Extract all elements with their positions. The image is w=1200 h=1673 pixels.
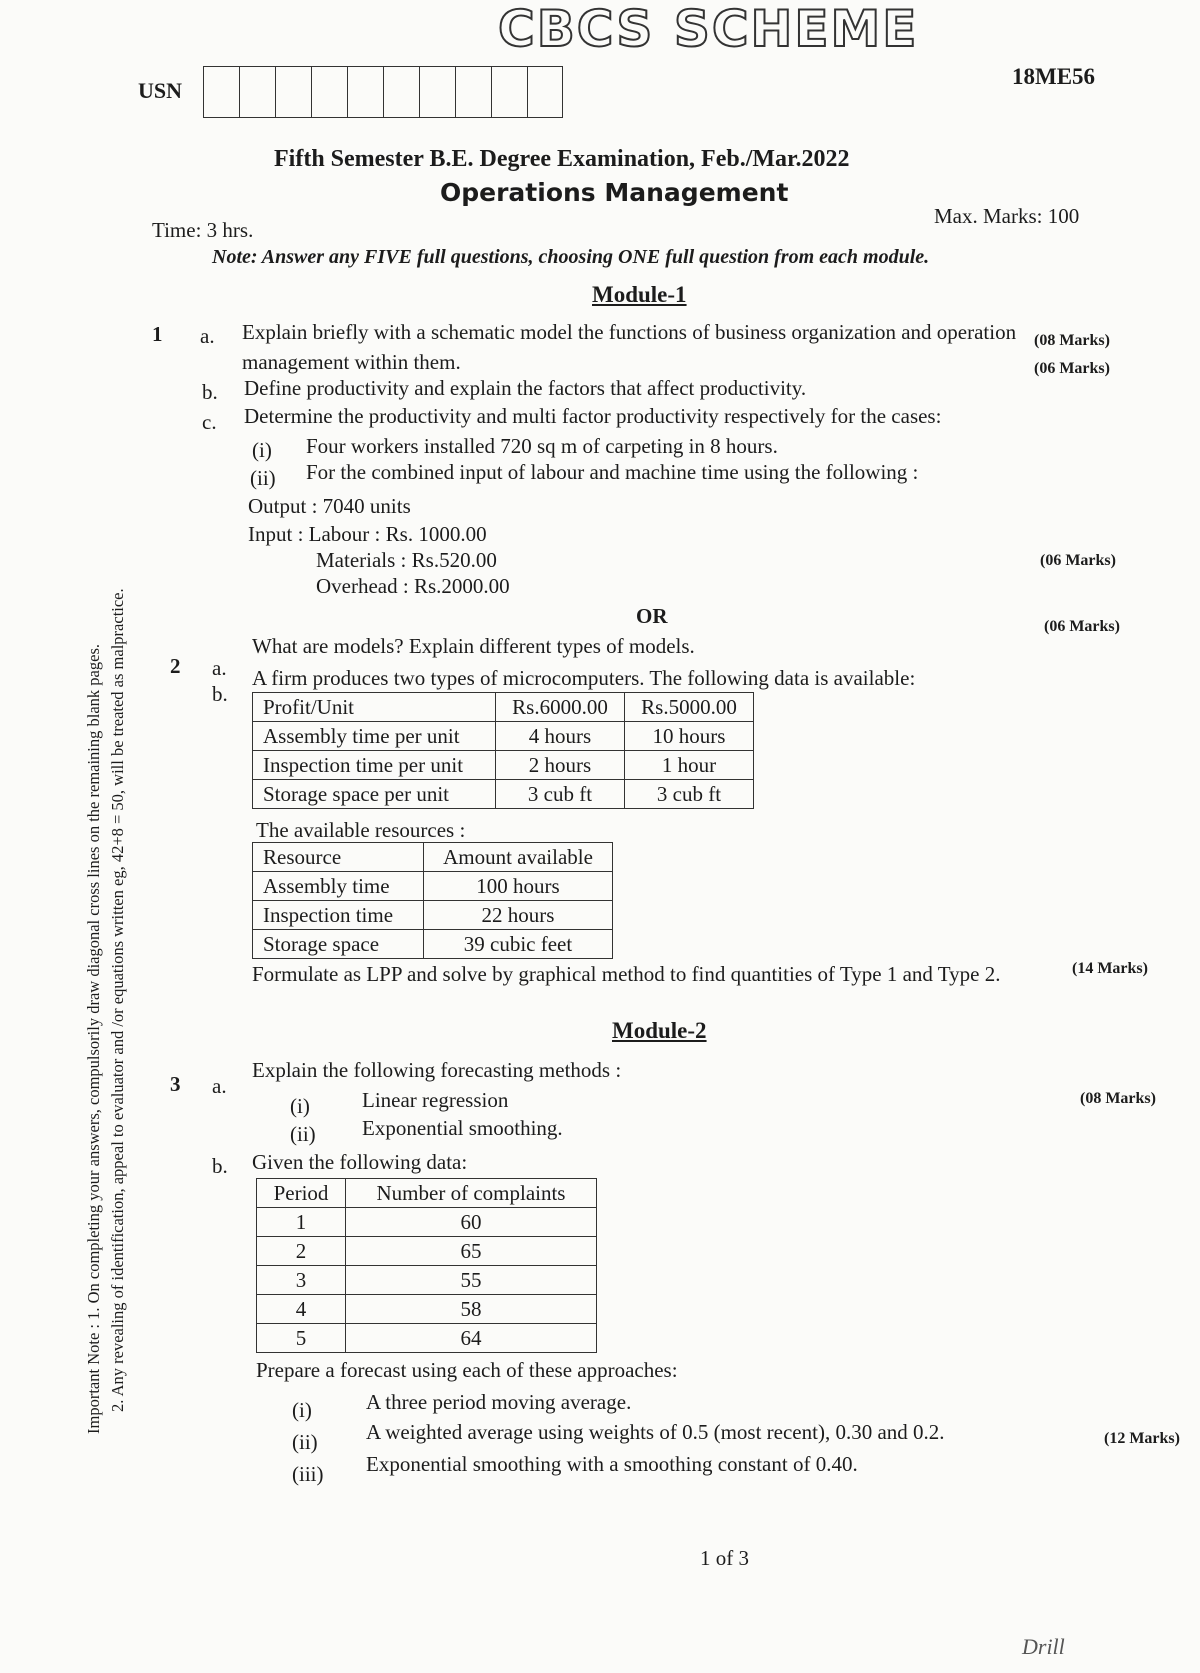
table-cell: 2	[257, 1237, 346, 1266]
q3b-iii-text: Exponential smoothing with a smoothing constant of 0.40.	[366, 1452, 858, 1476]
table-cell: 65	[346, 1237, 597, 1266]
table-cell: Rs.5000.00	[625, 693, 754, 722]
table-row	[253, 780, 754, 809]
q2a-text: What are models? Explain different types of models.	[252, 634, 695, 658]
table-row	[253, 901, 613, 930]
q3a-i-text: Linear regression	[362, 1088, 509, 1112]
usn-digit-box[interactable]	[383, 66, 419, 118]
q1a-label: a.	[200, 324, 215, 348]
usn-digit-box[interactable]	[239, 66, 275, 118]
complaints-data-table	[256, 1178, 597, 1353]
question-3-number: 3	[170, 1072, 181, 1096]
q3a-label: a.	[212, 1074, 227, 1098]
table-row	[253, 930, 613, 959]
table-cell: Storage space per unit	[253, 780, 496, 809]
usn-digit-box[interactable]	[203, 66, 239, 118]
table-cell: 4 hours	[496, 722, 625, 751]
available-resources-label: The available resources :	[256, 818, 466, 842]
handwritten-signature: Drill	[1022, 1634, 1065, 1659]
q1a-marks: (08 Marks)	[1034, 332, 1110, 349]
usn-digit-box[interactable]	[419, 66, 455, 118]
table-cell: Profit/Unit	[253, 693, 496, 722]
table-cell: 1 hour	[625, 751, 754, 780]
module-1-heading: Module-1	[592, 282, 687, 307]
table-cell: Inspection time	[253, 901, 424, 930]
usn-digit-box[interactable]	[311, 66, 347, 118]
q1c-output: Output : 7040 units	[248, 494, 411, 518]
q3a-ii-label: (ii)	[290, 1122, 316, 1146]
table-cell: Assembly time per unit	[253, 722, 496, 751]
q3b-iii-label: (iii)	[292, 1462, 324, 1486]
table-cell: 4	[257, 1295, 346, 1324]
table-cell: Storage space	[253, 930, 424, 959]
q3b-prepare-text: Prepare a forecast using each of these approaches:	[256, 1358, 678, 1382]
table-row	[253, 872, 613, 901]
usn-digit-box[interactable]	[347, 66, 383, 118]
table-cell: 39 cubic feet	[424, 930, 613, 959]
usn-digit-box[interactable]	[491, 66, 527, 118]
table-row	[257, 1208, 597, 1237]
table-cell: Inspection time per unit	[253, 751, 496, 780]
q1c-i-label: (i)	[252, 438, 272, 462]
question-2-number: 2	[170, 654, 181, 678]
table-cell: Rs.6000.00	[496, 693, 625, 722]
q3b-label: b.	[212, 1154, 228, 1178]
table-cell: Period	[257, 1179, 346, 1208]
exam-title: Fifth Semester B.E. Degree Examination, Feb./Mar.2022	[274, 146, 850, 172]
table-row	[253, 751, 754, 780]
page-number: 1 of 3	[700, 1546, 749, 1570]
important-side-note	[82, 588, 130, 1434]
table-row	[257, 1266, 597, 1295]
or-divider-module-1: OR	[636, 604, 668, 628]
usn-label: USN	[138, 78, 183, 103]
q1c-input-labour: Input : Labour : Rs. 1000.00	[248, 522, 487, 546]
table-row	[257, 1237, 597, 1266]
q2b-text: A firm produces two types of microcomputers. The following data is available:	[252, 666, 916, 690]
q1a-text-line1: Explain briefly with a schematic model the functions of business organization and operation	[242, 320, 1017, 344]
q1c-text: Determine the productivity and multi factor productivity respectively for the cases:	[244, 404, 942, 428]
table-row	[253, 693, 754, 722]
table-cell: 2 hours	[496, 751, 625, 780]
instructions-note: Note: Answer any FIVE full questions, choosing ONE full question from each module.	[212, 246, 930, 268]
table-cell: Assembly time	[253, 872, 424, 901]
q1b-label: b.	[202, 380, 218, 404]
q1c-overhead: Overhead : Rs.2000.00	[316, 574, 510, 598]
table-cell: 3	[257, 1266, 346, 1295]
exam-duration: Time: 3 hrs.	[152, 218, 254, 242]
q3a-i-label: (i)	[290, 1094, 310, 1118]
q3b-ii-text: A weighted average using weights of 0.5 (most recent), 0.30 and 0.2.	[366, 1420, 945, 1444]
q2a-marks: (06 Marks)	[1044, 618, 1120, 635]
usn-digit-box[interactable]	[527, 66, 563, 118]
q3a-text: Explain the following forecasting methods :	[252, 1058, 622, 1082]
max-marks: Max. Marks: 100	[934, 204, 1080, 228]
scheme-banner: CBCS SCHEME	[498, 0, 919, 58]
table-cell: 10 hours	[625, 722, 754, 751]
microcomputer-data-table	[252, 692, 754, 809]
q3a-marks: (08 Marks)	[1080, 1090, 1156, 1107]
q1b-marks: (06 Marks)	[1034, 360, 1110, 377]
table-cell: 1	[257, 1208, 346, 1237]
usn-boxes[interactable]	[203, 66, 563, 118]
q1c-ii-label: (ii)	[250, 466, 276, 490]
table-cell: 58	[346, 1295, 597, 1324]
subject-code: 18ME56	[1012, 64, 1096, 89]
table-row	[257, 1295, 597, 1324]
table-row	[253, 722, 754, 751]
table-cell: 55	[346, 1266, 597, 1295]
q1c-i-text: Four workers installed 720 sq m of carpeting in 8 hours.	[306, 434, 778, 458]
usn-digit-box[interactable]	[275, 66, 311, 118]
q2b-formulate-text: Formulate as LPP and solve by graphical method to find quantities of Type 1 and Type 2.	[252, 962, 1001, 986]
table-cell: Amount available	[424, 843, 613, 872]
q3b-ii-label: (ii)	[292, 1430, 318, 1454]
table-cell: 22 hours	[424, 901, 613, 930]
q1c-marks: (06 Marks)	[1040, 552, 1116, 569]
q1c-ii-text: For the combined input of labour and machine time using the following :	[306, 460, 919, 484]
q2a-label: a.	[212, 656, 227, 680]
question-1-number: 1	[152, 322, 163, 346]
q1b-text: Define productivity and explain the factors that affect productivity.	[244, 376, 807, 400]
subject-title: Operations Management	[440, 178, 789, 207]
table-cell: 60	[346, 1208, 597, 1237]
q1c-label: c.	[202, 410, 217, 434]
q2b-marks: (14 Marks)	[1072, 960, 1148, 977]
q3a-ii-text: Exponential smoothing.	[362, 1116, 563, 1140]
q3b-text: Given the following data:	[252, 1150, 468, 1174]
table-row	[257, 1324, 597, 1353]
usn-digit-box[interactable]	[455, 66, 491, 118]
table-cell: 3 cub ft	[625, 780, 754, 809]
q3b-i-label: (i)	[292, 1398, 312, 1422]
table-cell: 100 hours	[424, 872, 613, 901]
side-note-line-1: Important Note : 1. On completing your answers, compulsorily draw diagonal cross lines on the remaining blank pages.	[84, 644, 103, 1434]
q2b-label: b.	[212, 682, 228, 706]
q1c-materials: Materials : Rs.520.00	[316, 548, 497, 572]
table-row	[257, 1179, 597, 1208]
table-cell: Resource	[253, 843, 424, 872]
q1a-text-line2: management within them.	[242, 350, 461, 374]
table-cell: Number of complaints	[346, 1179, 597, 1208]
q3b-marks: (12 Marks)	[1104, 1430, 1180, 1447]
table-cell: 3 cub ft	[496, 780, 625, 809]
table-cell: 64	[346, 1324, 597, 1353]
q3b-i-text: A three period moving average.	[366, 1390, 632, 1414]
table-cell: 5	[257, 1324, 346, 1353]
available-resources-table	[252, 842, 613, 959]
side-note-line-2: 2. Any revealing of identification, appeal to evaluator and /or equations written eg, 42+8 = 50, will be treated as malpractice.	[108, 588, 127, 1412]
table-row	[253, 843, 613, 872]
module-2-heading: Module-2	[612, 1018, 707, 1043]
